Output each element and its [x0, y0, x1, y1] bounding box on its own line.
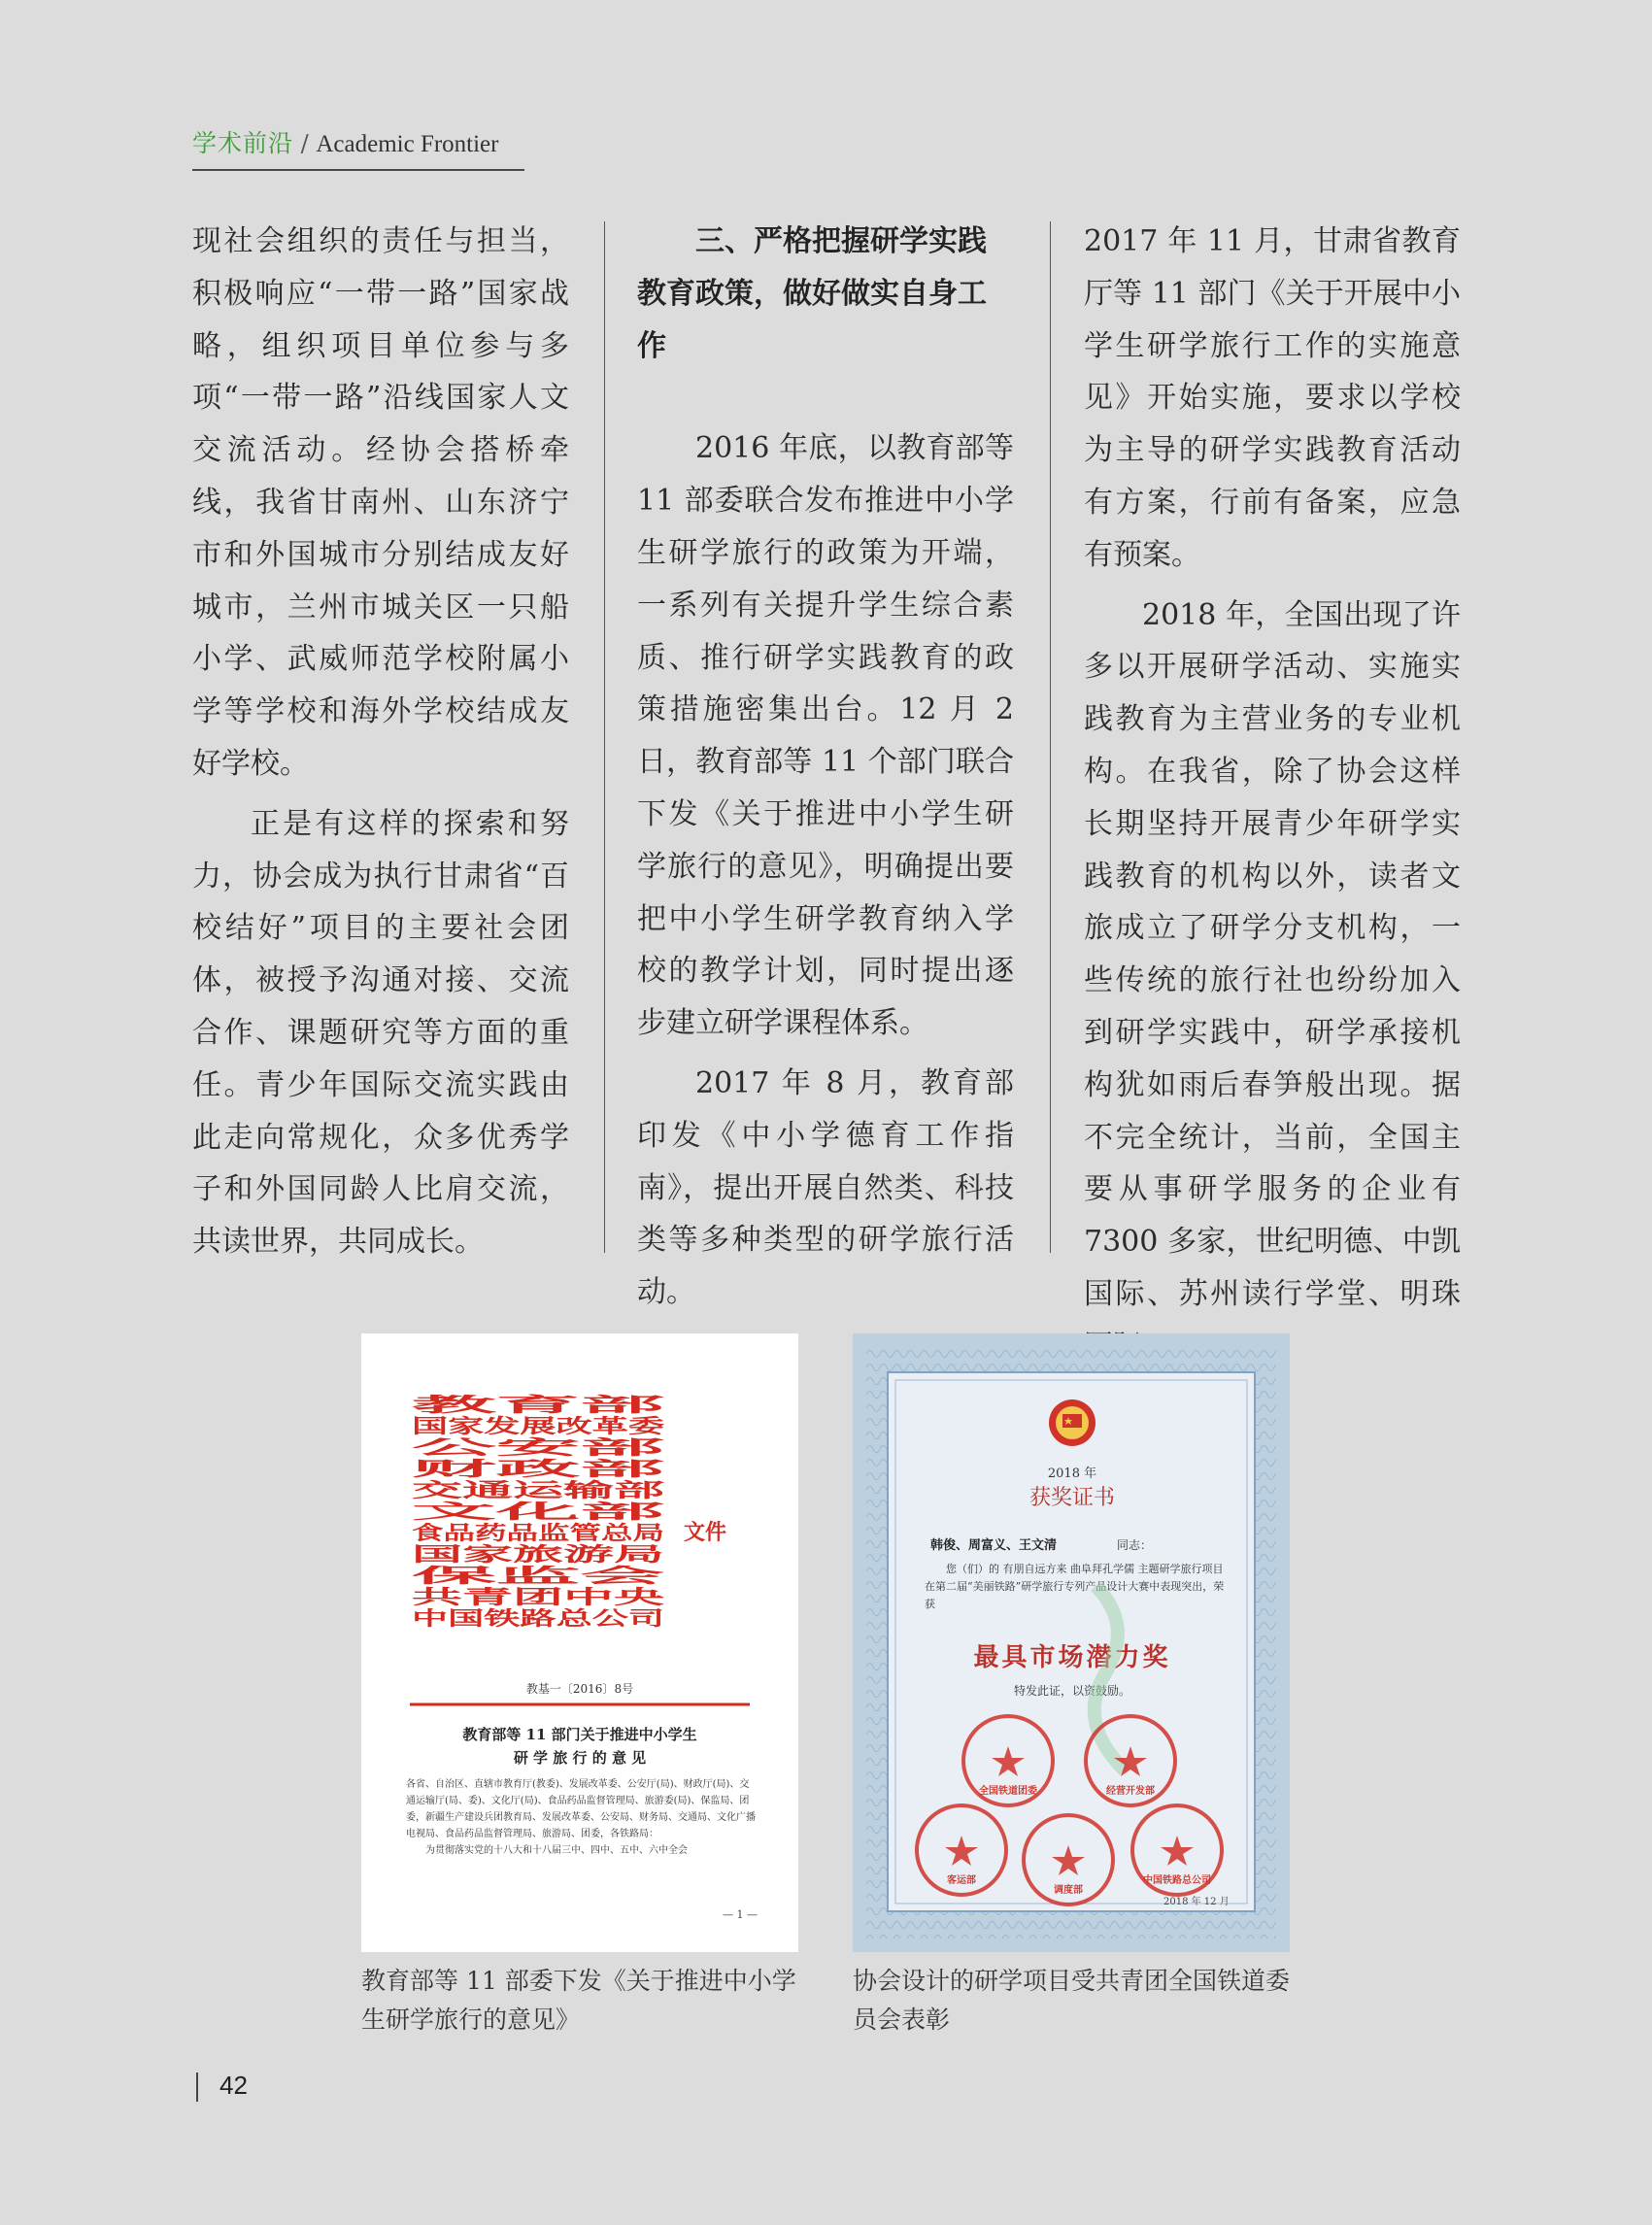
document-number: 教基一〔2016〕8号: [525, 1682, 634, 1696]
document-body-2: 为贯彻落实党的十八大和十八届三中、四中、五中、六中全会: [425, 1845, 688, 1856]
figure-caption: 协会设计的研学项目受共青团全国铁道委员会表彰: [853, 1967, 1291, 2034]
document-title-line-1: 教育部等 11 部门关于推进中小学生: [462, 1726, 697, 1743]
seal-label: 调度部: [1054, 1885, 1083, 1896]
issuer-line: 交通运输部: [412, 1478, 664, 1501]
document-word: 文件: [684, 1520, 727, 1545]
paragraph: 正是有这样的探索和努力，协会成为执行甘肃省“百校结好”项目的主要社会团体，被授予沟通对接、交流合作、课题研究等方面的重任。青少年国际交流实践由此走向常规化，众多优秀学子和外国同龄人比肩交流，共读世界，共同成长。: [192, 806, 569, 1260]
certificate-svg: [853, 1333, 1290, 1952]
seal-label: 中国铁路总公司: [1143, 1875, 1211, 1886]
issuer-line: 公安部: [412, 1435, 664, 1459]
figure-caption: 教育部等 11 部委下发《关于推进中小学生研学旅行的意见》: [361, 1967, 796, 2034]
document-photo: [361, 1333, 798, 1952]
award-name: 最具市场潜力奖: [973, 1643, 1171, 1672]
seal-label: 全国铁道团委: [979, 1786, 1037, 1797]
issuer-line: 中国铁路总公司: [412, 1606, 664, 1630]
paragraph: 2017 年 11 月，甘肃省教育厅等 11 部门《关于开展中小学生研学旅行工作的实施意见》开始实施，要求以学校为主导的研学实践教育活动有方案，行前有备案，应急有预案。: [1084, 224, 1461, 572]
document-body-box: [406, 1776, 756, 1903]
issuer-line: 保监会: [412, 1564, 664, 1587]
paragraph: 现社会组织的责任与担当，积极响应“一带一路”国家战略，组织项目单位参与多项“一带一路”沿线国家人文交流活动。经协会搭桥牵线，我省甘南州、山东济宁市和外国城市分别结成友好城市，兰州市城关区一只船小学、武威师范学校附属小学等学校和海外学校结成友好学校。: [192, 224, 569, 781]
issuer-line: 国家发展改革委: [412, 1414, 664, 1437]
certificate-recipients: 韩俊、周富义、王文清: [930, 1538, 1058, 1553]
issuer-line: 教育部: [412, 1393, 664, 1416]
text-column-3: [1084, 216, 1461, 1311]
issuer-line: 文化部: [412, 1500, 664, 1523]
issuer-line: 共青团中央: [412, 1585, 664, 1608]
text-column-1: [192, 216, 569, 1260]
seal-label: 客运部: [947, 1875, 976, 1886]
certificate-body: 您（们）的 有朋自远方来 曲阜拜孔学儒 主题研学旅行项目在第二届“美丽铁路”研学旅行专列产品设计大赛中表现突出，荣获: [925, 1563, 1225, 1610]
header-separator: /: [293, 130, 317, 157]
emblem-icon: [1049, 1399, 1096, 1446]
issuer-line: 食品药品监管总局: [412, 1521, 664, 1544]
certificate-photo: [853, 1333, 1290, 1952]
document-svg: [361, 1333, 798, 1952]
seal-label: 经营开发部: [1106, 1786, 1155, 1797]
issuer-line: 财政部: [412, 1457, 664, 1480]
paragraph: 2017 年 8 月，教育部印发《中小学德育工作指南》，提出开展自然类、科技类等多种类型的研学旅行活动。: [637, 1065, 1014, 1310]
section-heading: 三、严格把握研学实践教育政策，做好做实自身工作: [637, 224, 987, 363]
text-column-2: [637, 216, 1014, 1310]
column-divider: [1050, 221, 1051, 1253]
paragraph: 2018 年，全国出现了许多以开展研学活动、实施实践教育为主营业务的专业机构。在我省，除了协会这样长期坚持开展青少年研学实践教育的机构以外，读者文旅成立了研学分支机构，一些传统的旅行社也纷纷加入到研学实践中，研学承接机构犹如雨后春笋般出现。据不完全统计，当前，全国主要从事研学服务的企业有 7300 多家，世纪明德、中凯国际、苏州读行学堂、明珠: [1084, 597, 1461, 1311]
certificate-recipient-suffix: 同志：: [1117, 1538, 1153, 1552]
page-number: 42: [219, 2071, 248, 2100]
certificate-year: 2018 年: [1047, 1466, 1097, 1481]
certificate-date: 2018 年 12 月: [1163, 1897, 1230, 1907]
issuer-line: 国家旅游局: [412, 1542, 664, 1566]
section-name-zh: 学术前沿: [192, 129, 294, 157]
document-page-mark: — 1 —: [723, 1908, 758, 1921]
paragraph: 2016 年底，以教育部等 11 部委联合发布推进中小学生研学旅行的政策为开端，一系列有关提升学生综合素质、推行研学实践教育的政策措施密集出台。12 月 2 日，教育部等 11 个部门联合下发《关于推进中小学生研学旅行的意见》，明确提出要把中小学生研学教育纳入学校的教学计划，同时提出逐步建立研学课程体系。: [637, 431, 1014, 1041]
page-number-rule: [196, 2073, 198, 2102]
document-title-line-2: 研 学 旅 行 的 意 见: [513, 1749, 647, 1767]
column-divider: [604, 221, 605, 1253]
section-name-en: Academic Frontier: [316, 131, 499, 157]
certificate-closing: 特发此证，以资鼓励。: [1013, 1684, 1131, 1698]
certificate-title: 获奖证书: [1028, 1486, 1116, 1510]
certificate-body-box: [925, 1561, 1226, 1629]
running-header: [192, 124, 524, 171]
document-body: 各省、自治区、直辖市教育厅(教委)、发展改革委、公安厅(局)、财政厅(局)、交通运输厅(局、委)、文化厅(局)、食品药品监督管理局、旅游委(局)、保监局、团委，新疆生产建设兵团教育局、发展改革委、公安局、财务局、交通局、文化广播电视局、食品药品监督管理局、旅游局、团委，各铁路局：: [406, 1779, 756, 1839]
